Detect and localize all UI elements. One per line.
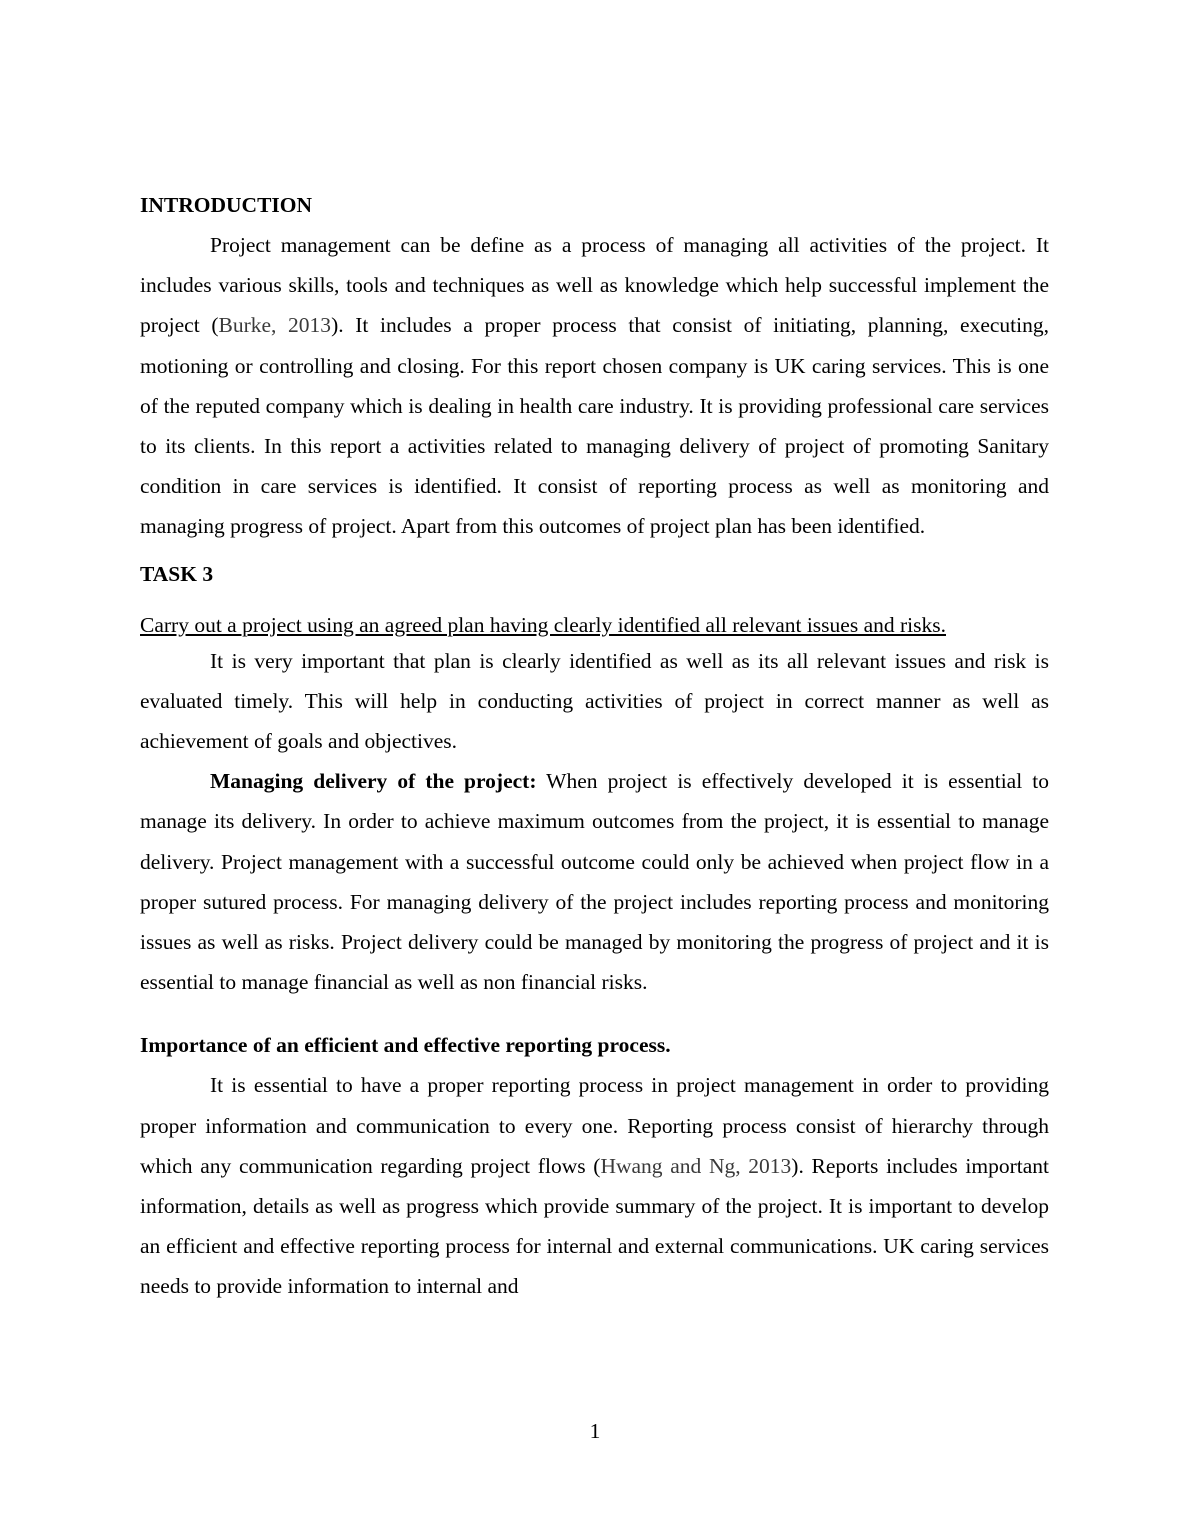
intro-text-part1: Project management can be define as a process of managing all activities of the project. It includes various skills, tools and techniques as well as knowledge which help successful implement the project ( (140, 233, 1049, 338)
reporting-citation: Hwang and Ng, 2013 (600, 1153, 792, 1178)
task-paragraph: It is very important that plan is clearly identified as well as its all relevant issues and risk is evaluated timely. This will help in conducting activities of project in correct manner as well as achievement of goals and objectives. (140, 648, 1049, 754)
delivery-label: Managing delivery of the project: (210, 769, 537, 794)
reporting-text-part1: It is essential to have a proper reporting process in project management in order to providing proper information and communication to every one. Reporting process consist of hierarchy through which any communication regarding project flows ( (140, 1073, 1049, 1178)
reporting-paragraph (140, 1065, 1049, 1306)
task-subtitle: Carry out a project using an agreed plan having clearly identified all relevant issues and risks. (140, 612, 946, 637)
page-content (140, 190, 1049, 1307)
task-heading: TASK 3 (140, 561, 214, 586)
introduction-paragraph (140, 225, 1049, 547)
reporting-heading: Importance of an efficient and effective reporting process. (140, 1033, 671, 1058)
reporting-text-part2: ). Reports includes important information, details as well as progress which provide summary of the project. It is important to develop an efficient and effective reporting process for internal and external communications. UK caring services needs to provide information to internal and (140, 1153, 1049, 1299)
introduction-heading: INTRODUCTION (140, 193, 313, 217)
delivery-text: When project is effectively developed it is essential to manage its delivery. In order to achieve maximum outcomes from the project, it is essential to manage delivery. Project management with a successful outcome could only be achieved when project flow in a proper sutured process. For managing delivery of the project includes reporting process and monitoring issues as well as risks. Project delivery could be managed by monitoring the progress of project and it is essential to manage financial as well as non financial risks. (140, 769, 1049, 995)
delivery-paragraph (140, 761, 1049, 1002)
intro-text-part2: ). It includes a proper process that consist of initiating, planning, executing, motioning or controlling and closing. For this report chosen company is UK caring services. This is one of the reputed company which is dealing in health care industry. It is providing professional care services to its clients. In this report a activities related to managing delivery of project of promoting Sanitary condition in care services is identified. It consist of reporting process as well as monitoring and managing progress of project. Apart from this outcomes of project plan has been identified. (140, 313, 1049, 539)
intro-citation: Burke, 2013 (218, 313, 332, 338)
page-number: 1 (589, 1419, 601, 1443)
